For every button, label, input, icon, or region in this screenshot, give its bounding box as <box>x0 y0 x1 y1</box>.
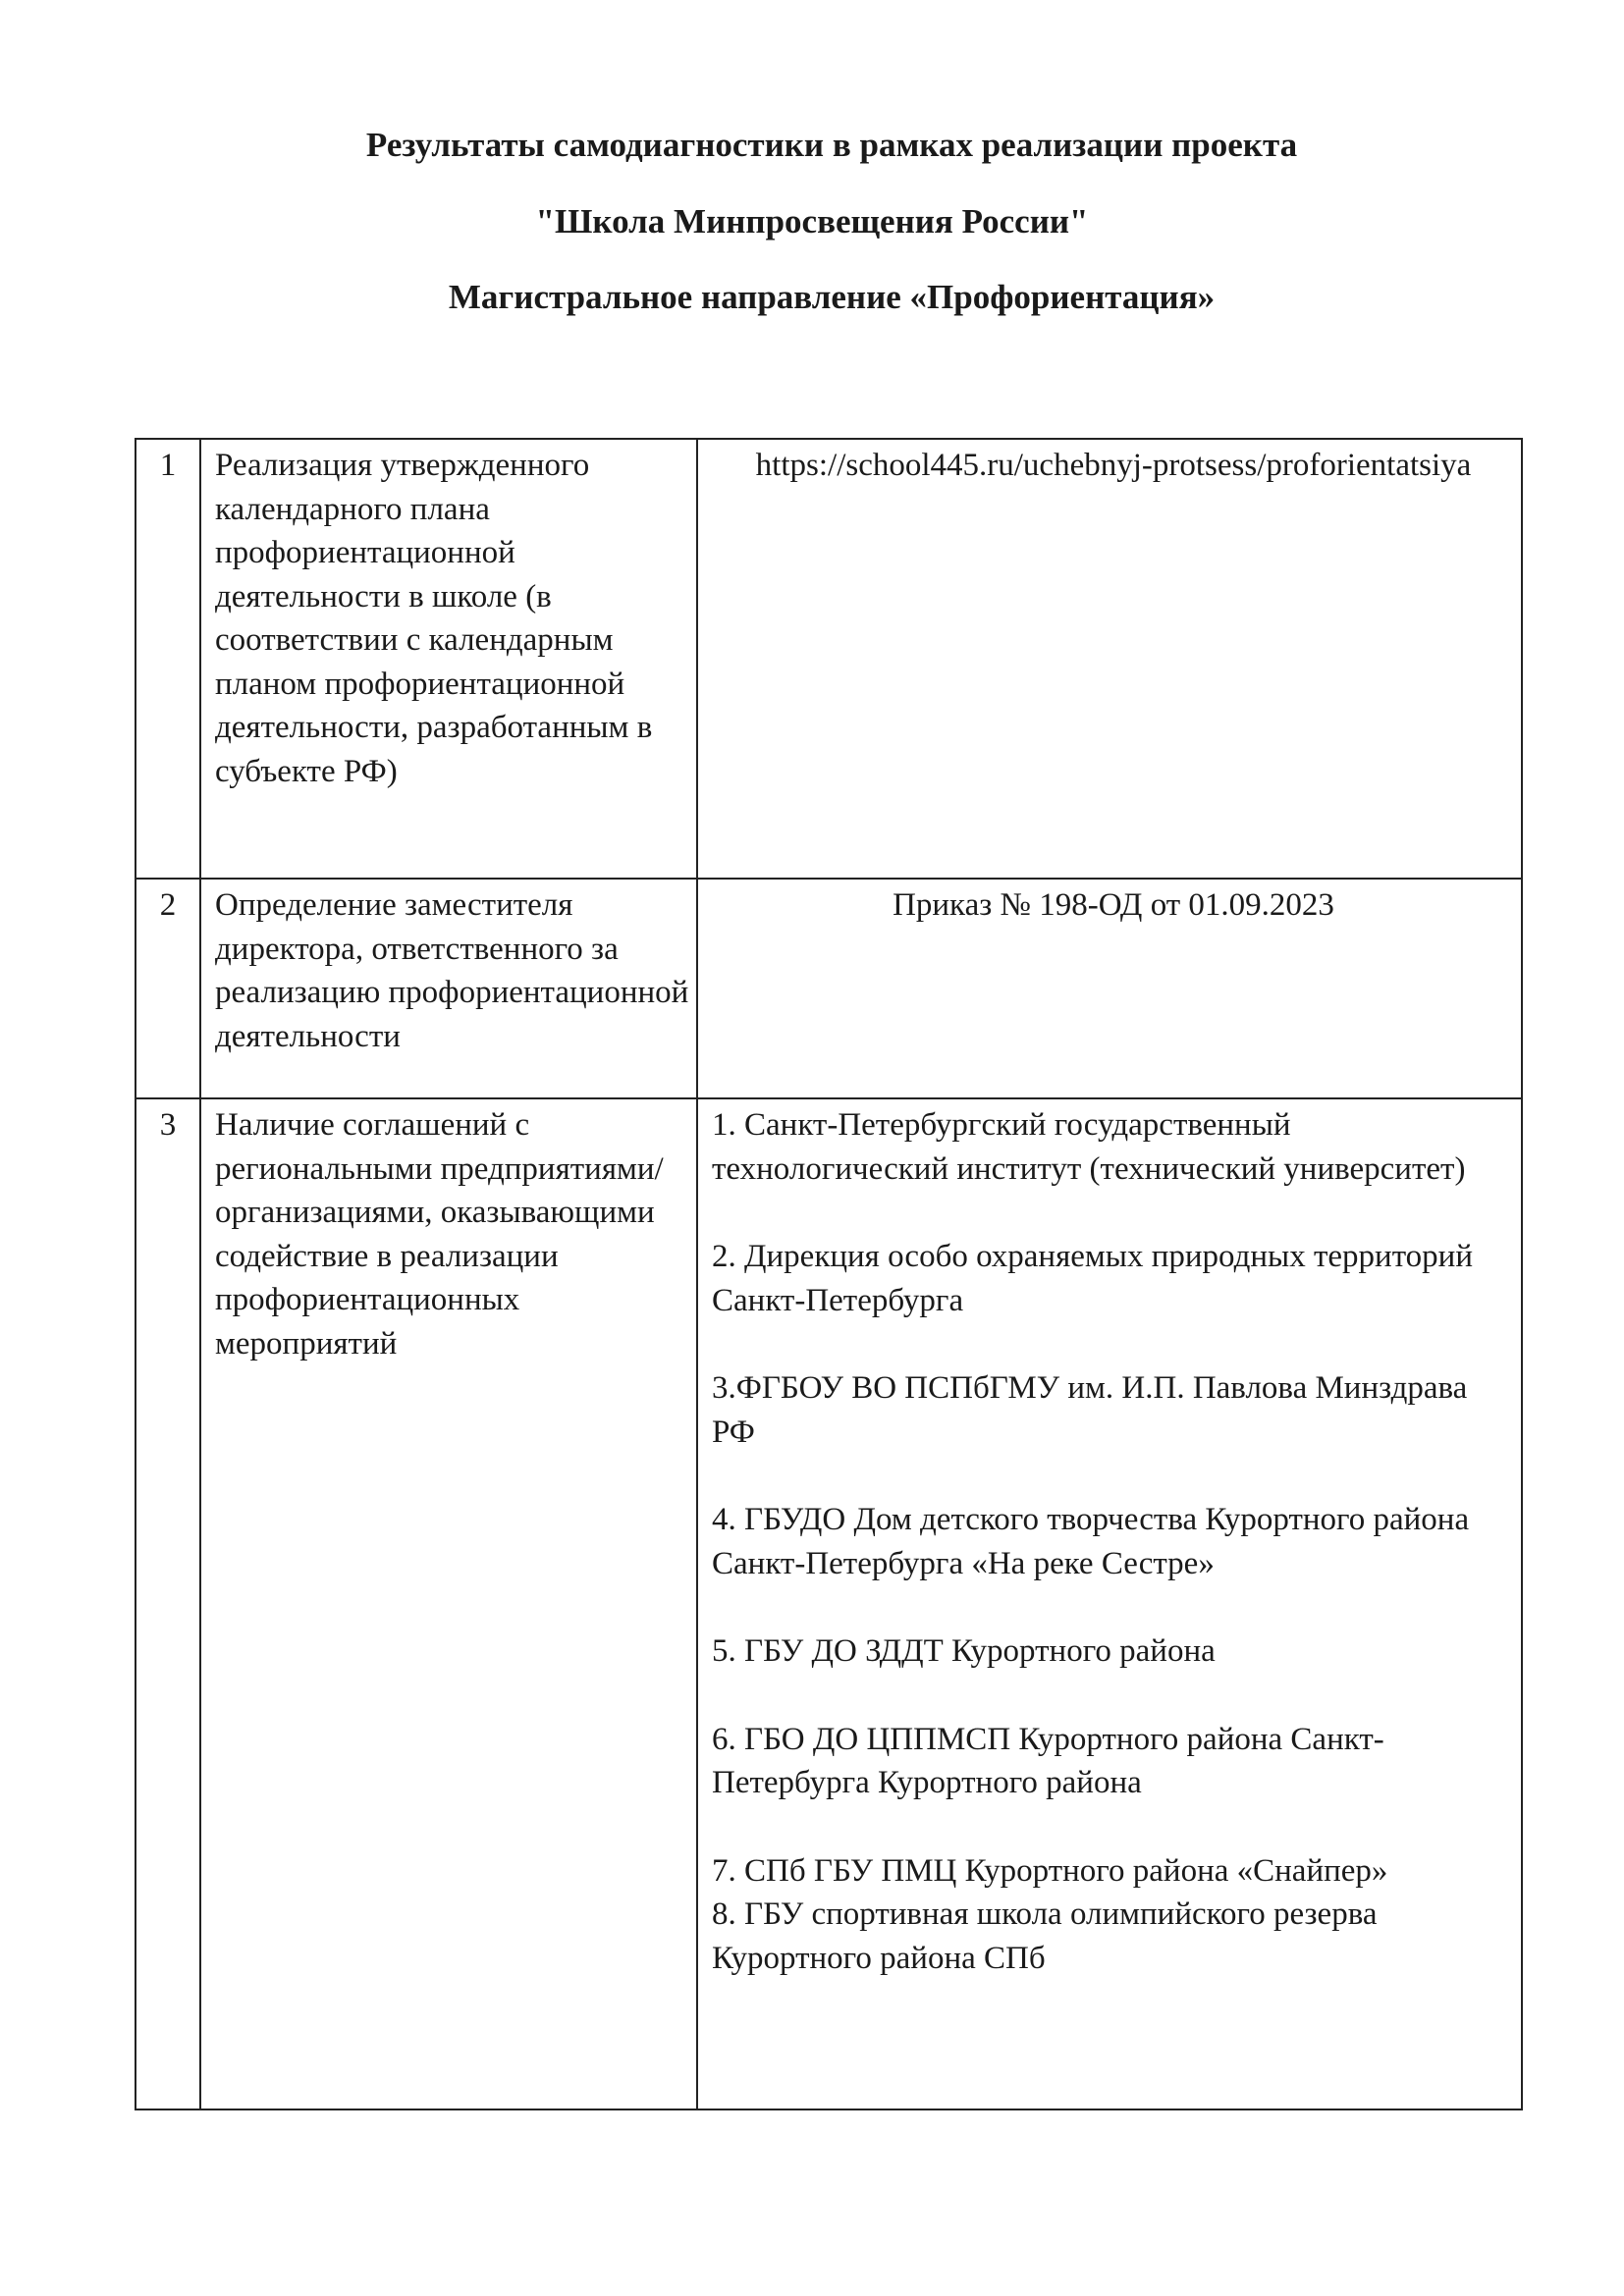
list-item: 2. Дирекция особо охраняемых природных территорий Санкт-Петербурга <box>712 1239 1474 1318</box>
table-row <box>135 1098 1522 2109</box>
list-item: 4. ГБУДО Дом детского творчества Курортного района Санкт-Петербурга «На реке Сестре» <box>712 1502 1470 1581</box>
row-number: 2 <box>135 879 200 1098</box>
table-row <box>135 439 1522 879</box>
criterion-cell: Реализация утвержденного календарного плана профориентационной деятельности в школе (в соответствии с календарным планом профориентационной деятельности, разработанным в субъекте РФ) <box>200 439 697 879</box>
row-number: 1 <box>135 439 200 879</box>
organizations-list <box>697 1098 1522 2109</box>
result-link[interactable]: https://school445.ru/uchebnyj-protsess/proforientatsiya <box>697 439 1522 879</box>
header-line-3: Магистральное направление «Профориентация» <box>448 278 1216 316</box>
criteria-table <box>135 438 1523 2110</box>
list-item: 8. ГБУ спортивная школа олимпийского резерва Курортного района СПб <box>712 1896 1378 1976</box>
criterion-cell: Наличие соглашений с региональными предприятиями/организациями, оказывающими содействие в реализации профориентационных мероприятий <box>200 1098 697 2109</box>
list-item: 1. Санкт-Петербургский государственный технологический институт (технический университет) <box>712 1107 1466 1187</box>
result-cell: Приказ № 198-ОД от 01.09.2023 <box>697 879 1522 1098</box>
row-number: 3 <box>135 1098 200 2109</box>
list-item: 5. ГБУ ДО ЗДДТ Курортного района <box>712 1633 1216 1669</box>
criterion-cell: Определение заместителя директора, ответственного за реализацию профориентационной деятельности <box>200 879 697 1098</box>
header-line-2: "Школа Минпросвещения России" <box>535 202 1089 240</box>
header-line-1: Результаты самодиагностики в рамках реализации проекта <box>365 126 1298 164</box>
list-item: 7. СПб ГБУ ПМЦ Курортного района «Снайпер» <box>712 1852 1388 1889</box>
list-item: 6. ГБО ДО ЦППМСП Курортного района Санкт-Петербурга Курортного района <box>712 1721 1384 1800</box>
list-item: 3.ФГБОУ ВО ПСПбГМУ им. И.П. Павлова Минздрава РФ <box>712 1370 1468 1450</box>
table-row <box>135 879 1522 1098</box>
